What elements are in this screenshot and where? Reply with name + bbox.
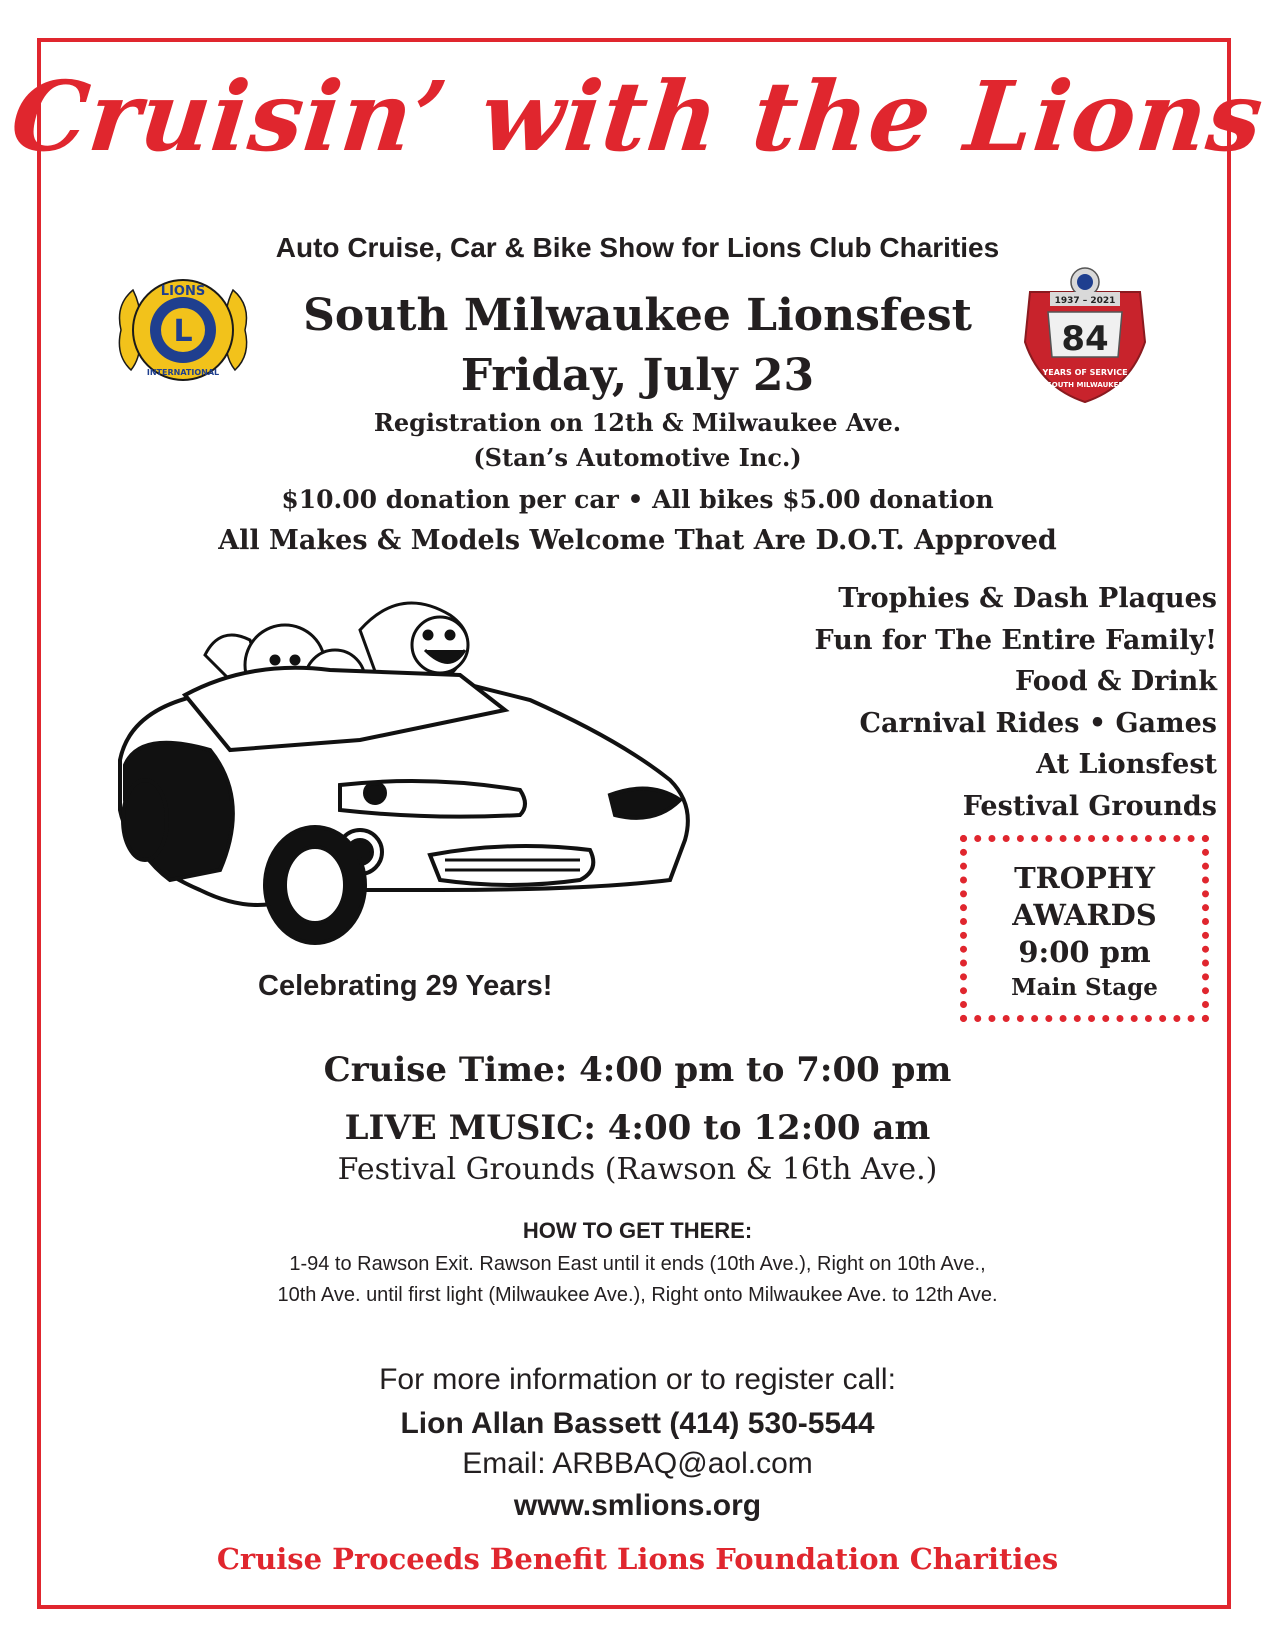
badge-number: 84	[1061, 319, 1109, 359]
cruise-time: Cruise Time: 4:00 pm to 7:00 pm	[323, 1050, 952, 1090]
trophy-awards-box	[960, 835, 1209, 1022]
convertible-car-image	[120, 668, 688, 943]
website-link[interactable]: www.smlions.org	[513, 1489, 762, 1522]
lions-logo-top-text: LIONS	[160, 284, 206, 299]
lions-logo-letter: L	[173, 314, 193, 349]
lions-convertible-illustration	[110, 590, 720, 965]
trophy-line1: TROPHY	[1014, 861, 1155, 895]
directions-line1: 1-94 to Rawson Exit. Rawson East until it ends (10th Ave.), Right on 10th Ave.,	[289, 1253, 986, 1275]
live-music-time: LIVE MUSIC: 4:00 to 12:00 am	[344, 1108, 931, 1148]
celebrating-years: Celebrating 29 Years!	[258, 970, 553, 1002]
badge-text: YEARS OF SERVICE	[1042, 368, 1128, 377]
flyer-subtitle: Auto Cruise, Car & Bike Show for Lions Club Charities	[275, 232, 1000, 263]
donation-info: $10.00 donation per car • All bikes $5.00 donation	[281, 485, 994, 514]
feature-item-lionsfest: At Lionsfest	[1036, 749, 1217, 780]
directions-line2: 10th Ave. until first light (Milwaukee Ave.), Right onto Milwaukee Ave. to 12th Ave.	[277, 1284, 998, 1306]
badge-years: 1937 – 2021	[1054, 296, 1116, 306]
trophy-line2: AWARDS	[1012, 898, 1157, 932]
contact-intro: For more information or to register call:	[379, 1363, 896, 1396]
proceeds-footer: Cruise Proceeds Benefit Lions Foundation Charities	[216, 1542, 1059, 1576]
feature-item-carnival: Carnival Rides • Games	[859, 707, 1217, 739]
directions-heading: HOW TO GET THERE:	[522, 1218, 753, 1243]
years-of-service-badge	[1010, 262, 1160, 412]
event-date: Friday, July 23	[460, 350, 815, 401]
feature-item-trophies: Trophies & Dash Plaques	[838, 583, 1217, 614]
contact-email: Email: ARBBAQ@aol.com	[462, 1447, 813, 1480]
eligibility-info: All Makes & Models Welcome That Are D.O.T. Approved	[218, 525, 1057, 556]
trophy-place: Main Stage	[1011, 974, 1158, 1001]
contact-name-phone: Lion Allan Bassett (414) 530-5544	[400, 1407, 875, 1440]
features-list	[815, 578, 1217, 827]
feature-item-family: Fun for The Entire Family!	[814, 624, 1217, 656]
festival-location: Festival Grounds (Rawson & 16th Ave.)	[337, 1152, 938, 1187]
registration-host: (Stan’s Automotive Inc.)	[473, 443, 802, 472]
registration-location: Registration on 12th & Milwaukee Ave.	[373, 408, 902, 437]
badge-city: SOUTH MILWAUKEE	[1046, 381, 1124, 389]
feature-item-food: Food & Drink	[1015, 666, 1217, 697]
lions-logo-bottom-text: INTERNATIONAL	[146, 368, 220, 377]
feature-item-grounds: Festival Grounds	[962, 790, 1217, 822]
event-name: South Milwaukee Lionsfest	[303, 290, 972, 341]
flyer-title: Cruisin’ with the Lions	[6, 60, 1269, 173]
trophy-time: 9:00 pm	[1018, 935, 1151, 969]
